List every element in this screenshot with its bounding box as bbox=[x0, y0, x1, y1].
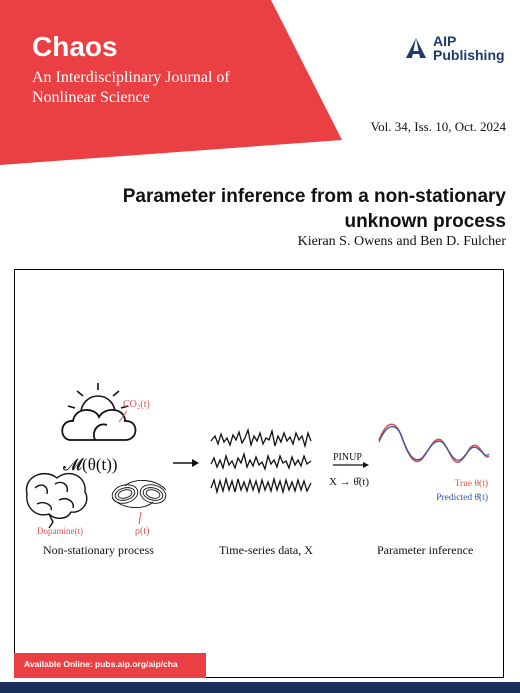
predicted-series-line bbox=[379, 427, 489, 461]
rho-arrow bbox=[139, 512, 141, 524]
rho-label: ρ(t) bbox=[135, 526, 150, 537]
figure-panel bbox=[14, 269, 504, 678]
dopamine-label: Dopamine(t) bbox=[37, 526, 83, 536]
caption-inference: Parameter inference bbox=[377, 543, 474, 557]
caption-process: Non-stationary process bbox=[43, 543, 154, 557]
sun-icon bbox=[68, 383, 128, 413]
issue-info: Vol. 34, Iss. 10, Oct. 2024 bbox=[370, 119, 506, 134]
publisher-logo[interactable] bbox=[404, 34, 505, 62]
article-title: Parameter inference from a non-stationary unknown process bbox=[122, 186, 506, 232]
method-label: PINUP bbox=[333, 452, 362, 463]
availability-link[interactable] bbox=[14, 653, 206, 678]
legend-predicted: Predicted θ̂(t) bbox=[436, 493, 488, 503]
co2-label: CO₂(t) bbox=[123, 399, 150, 410]
publisher-line1: AIP bbox=[433, 33, 457, 49]
aip-triangle-logo bbox=[404, 36, 428, 60]
availability-text: Available Online: pubs.aip.org/aip/cha bbox=[24, 659, 178, 669]
caption-timeseries: Time-series data, X bbox=[219, 543, 313, 557]
timeseries-icon bbox=[211, 430, 311, 492]
model-label: 𝓜(θ(t)) bbox=[63, 455, 118, 474]
brain-icon bbox=[27, 474, 87, 528]
mapping-label: X → θ̂(t) bbox=[329, 476, 370, 488]
attractor-icon bbox=[110, 480, 168, 507]
arrow-right-icon bbox=[173, 459, 199, 467]
legend-true: True θ(t) bbox=[454, 479, 488, 489]
publisher-line2: Publishing bbox=[433, 47, 505, 63]
bottom-bar bbox=[0, 682, 520, 693]
article-authors: Kieran S. Owens and Ben D. Fulcher bbox=[297, 234, 506, 249]
journal-subtitle: An Interdisciplinary Journal of Nonlinear Science bbox=[32, 69, 230, 106]
journal-title: Chaos bbox=[32, 31, 118, 62]
